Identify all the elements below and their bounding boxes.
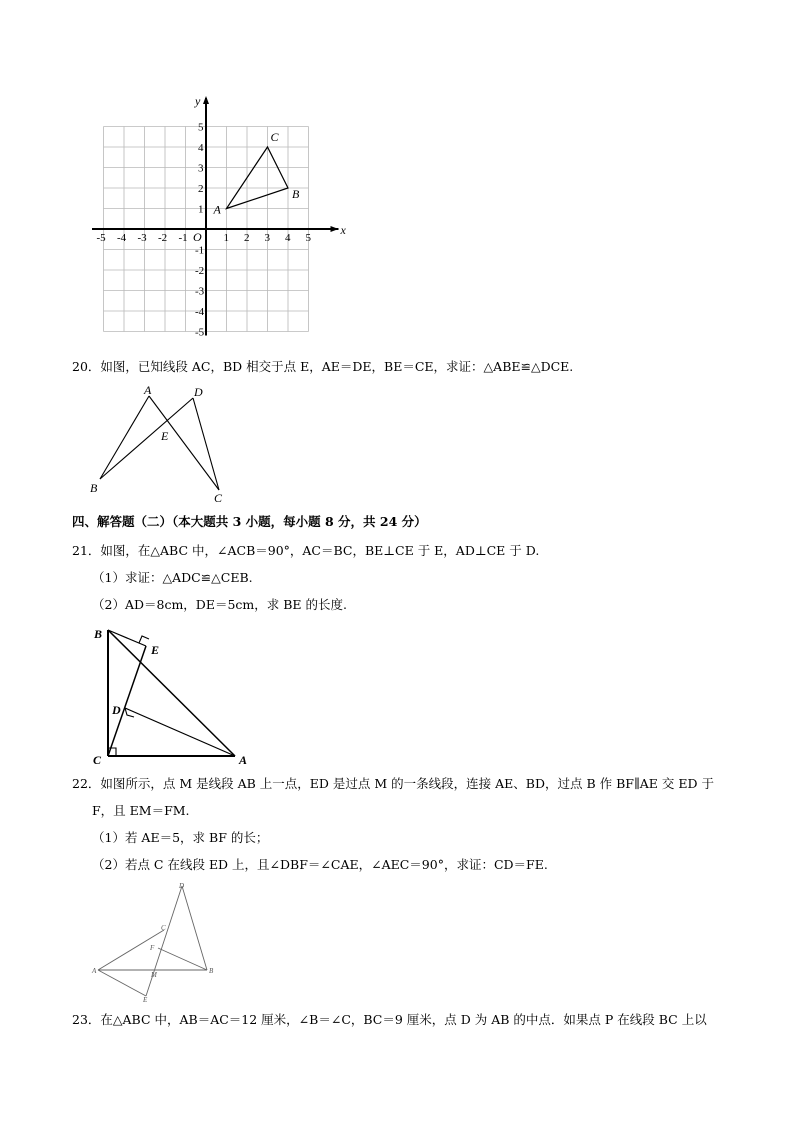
segment-ce	[108, 646, 146, 756]
segment-ab	[108, 630, 235, 756]
segment-bf	[158, 948, 207, 970]
x-tick-label: -4	[117, 232, 127, 244]
label-c: C	[93, 753, 102, 767]
segment-ae	[98, 970, 146, 996]
label-b: B	[94, 627, 103, 641]
segment-ab	[100, 396, 149, 479]
q22-figure	[88, 880, 228, 1002]
origin-label: O	[193, 230, 202, 244]
q21-part2: （2）AD＝8cm，DE＝5cm，求 BE 的长度.	[92, 597, 347, 612]
y-tick-label: 2	[198, 183, 204, 195]
q20-text: 20．如图，已知线段 AC，BD 相交于点 E，AE＝DE，BE＝CE，求证：△ABE≌△DCE.	[72, 359, 574, 374]
label-a: A	[92, 967, 97, 975]
segment-db	[100, 398, 193, 479]
x-tick-label: -1	[178, 232, 188, 244]
segment-db	[182, 886, 207, 970]
x-axis-arrow	[331, 226, 339, 232]
q23-text: 23．在△ABC 中，AB＝AC＝12 厘米，∠B＝∠C，BC＝9 厘米，点 D 为 AB 的中点．如果点 P 在线段 BC 上以	[72, 1012, 707, 1027]
label-a: A	[144, 383, 152, 397]
right-angle-e	[139, 636, 149, 643]
y-axis-arrow	[203, 96, 209, 104]
vertex-label-c: C	[270, 130, 279, 144]
label-b: B	[209, 967, 214, 975]
y-tick-label: 3	[198, 162, 204, 175]
x-tick-label: -5	[96, 232, 106, 244]
label-e: E	[143, 996, 148, 1002]
x-tick-label: 3	[264, 232, 270, 244]
q21-part1: （1）求证：△ADC≌△CEB.	[92, 570, 253, 585]
vertex-label-a: A	[213, 202, 221, 217]
triangle-shape	[227, 147, 289, 209]
x-tick-label: -3	[137, 232, 147, 244]
label-c: C	[161, 924, 166, 932]
label-d: D	[179, 882, 185, 890]
segment-ac	[149, 396, 219, 490]
q21-text: 21．如图，在△ABC 中，∠ACB＝90°，AC＝BC，BE⊥CE 于 E，AD⊥CE 于 D.	[72, 543, 540, 558]
vertex-label-b: B	[292, 187, 300, 201]
y-tick-label: -5	[195, 326, 205, 339]
q20-figure	[85, 382, 235, 504]
y-tick-label: 4	[198, 142, 204, 154]
y-tick-label: -4	[195, 306, 205, 318]
segment-be	[108, 630, 146, 646]
x-tick-label: 5	[305, 232, 311, 244]
segment-dc	[193, 398, 219, 490]
q22-part2: （2）若点 C 在线段 ED 上，且∠DBF＝∠CAE，∠AEC＝90°，求证：CD＝FE.	[92, 857, 548, 872]
label-e: E	[151, 643, 160, 657]
coordinate-grid-figure	[80, 90, 360, 350]
y-tick-label: 5	[198, 121, 204, 134]
triangle-abc	[213, 130, 301, 217]
y-axis-label: y	[195, 94, 201, 108]
x-axis-label: x	[340, 223, 346, 237]
q22-part1: （1）若 AE＝5，求 BF 的长；	[92, 830, 269, 845]
y-tick-label: -2	[195, 265, 205, 277]
label-f: F	[150, 944, 155, 952]
label-c: C	[214, 491, 223, 504]
x-tick-label: -2	[158, 232, 168, 244]
label-e: E	[161, 429, 169, 443]
section-heading: 四、解答题（二）（本大题共 3 小题，每小题 8 分，共 24 分）	[72, 514, 427, 529]
y-tick-label: -1	[195, 244, 205, 257]
label-m: M	[151, 971, 157, 979]
label-d: D	[194, 385, 203, 399]
segment-de	[146, 886, 182, 996]
label-b: B	[90, 481, 98, 495]
segment-ad	[125, 708, 235, 756]
q22-text-line2: F，且 EM＝FM.	[92, 803, 190, 818]
label-d: D	[112, 703, 121, 717]
y-tick-label: -3	[195, 285, 205, 298]
x-tick-label: 1	[223, 232, 229, 244]
q22-text-line1: 22．如图所示，点 M 是线段 AB 上一点，ED 是过点 M 的一条线段，连接 AE、BD，过点 B 作 BF∥AE 交 ED 于	[72, 776, 714, 791]
x-tick-label: 2	[244, 232, 250, 244]
q21-figure	[88, 622, 258, 767]
y-tick-label: 1	[198, 203, 204, 216]
x-tick-label: 4	[285, 232, 291, 244]
label-a: A	[239, 753, 248, 767]
